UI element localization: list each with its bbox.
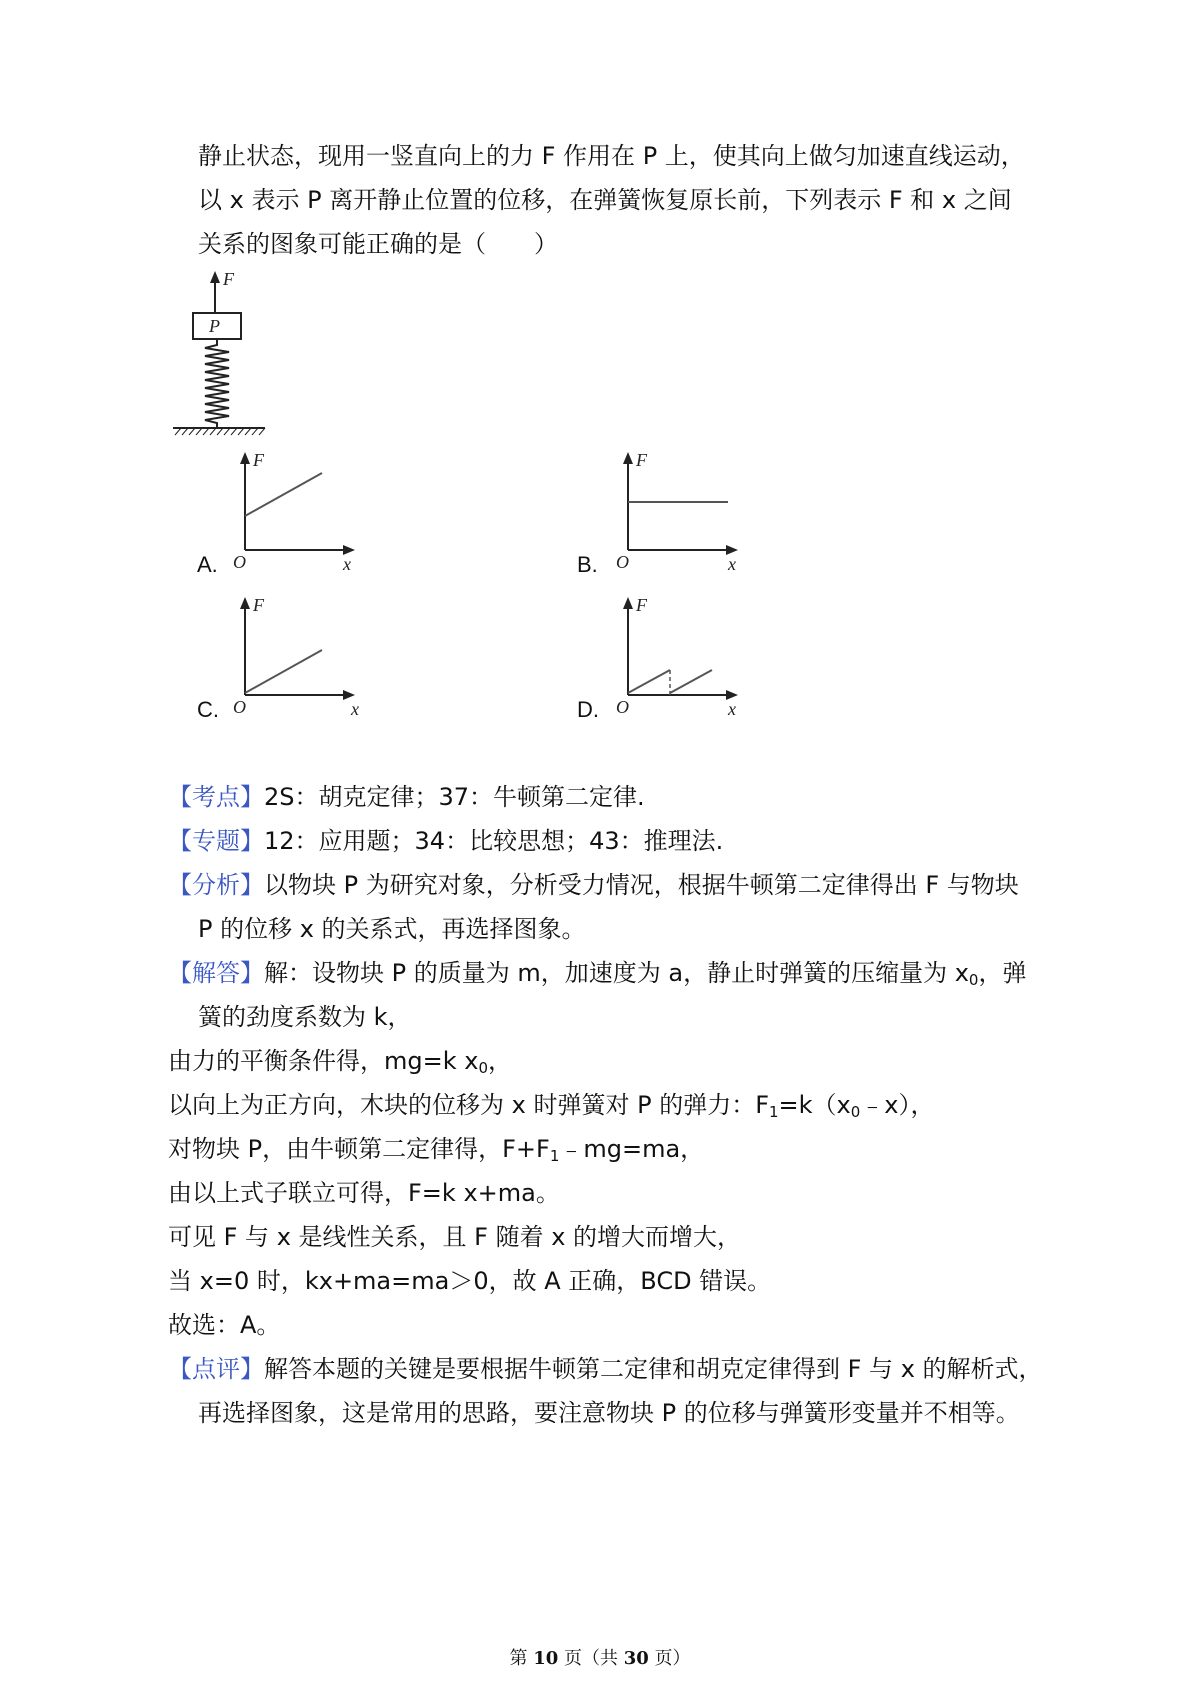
equation-line-6: 当 x=0 时，kx+ma=ma＞0，故 A 正确，BCD 错误。	[168, 1267, 772, 1295]
equation-line-1	[168, 1045, 512, 1077]
graph-segment-1	[628, 670, 670, 693]
graph-line	[245, 650, 322, 693]
kaodian-tag: 【考点】	[168, 783, 264, 811]
option-b-label: B.	[577, 552, 598, 577]
y-axis-arrowhead	[623, 597, 633, 609]
force-label: F	[223, 269, 234, 289]
page-footer	[0, 1644, 1200, 1670]
graph-segment-2	[670, 670, 712, 693]
eq2-tail: ﹣x），	[860, 1091, 935, 1119]
fenxi-line-1	[168, 869, 1019, 901]
origin-label: O	[233, 552, 246, 572]
force-arrowhead	[210, 271, 220, 283]
option-a-label: A.	[197, 552, 218, 577]
question-line-2: 以 x 表示 P 离开静止位置的位移，在弹簧恢复原长前，下列表示 F 和 x 之间	[198, 186, 1012, 214]
spring	[205, 339, 229, 428]
jieda-sub: 0	[968, 971, 979, 989]
fenxi-line-2: P 的位移 x 的关系式，再选择图象。	[198, 915, 586, 943]
jieda-line-1	[168, 957, 1026, 989]
x-axis-label: x	[343, 554, 351, 573]
graph-c	[225, 593, 370, 718]
zhuanti-text: 12：应用题；34：比较思想；43：推理法.	[264, 827, 724, 855]
graph-b	[608, 448, 753, 573]
y-axis-label: F	[253, 450, 264, 470]
equation-line-2	[168, 1089, 935, 1121]
fenxi-tag: 【分析】	[168, 871, 264, 899]
x-axis-label: x	[728, 699, 736, 718]
equation-line-4: 由以上式子联立可得，F=k x+ma。	[168, 1179, 560, 1207]
eq1-text: 由力的平衡条件得，mg=k x	[168, 1047, 479, 1075]
dianping-text-1: 解答本题的关键是要根据牛顿第二定律和胡克定律得到 F 与 x 的解析式，	[264, 1355, 1043, 1383]
jieda-text-1a: 解：设物块 P 的质量为 m，加速度为 a，静止时弹簧的压缩量为 x	[264, 959, 969, 987]
option-c-label: C.	[197, 697, 219, 722]
equation-line-3	[168, 1133, 704, 1165]
y-axis-arrowhead	[623, 452, 633, 464]
eq2-sub-2: 0	[850, 1103, 861, 1121]
eq2-text: 以向上为正方向，木块的位移为 x 时弹簧对 P 的弹力：F	[168, 1091, 769, 1119]
x-axis-label: x	[728, 554, 736, 573]
eq3-sub: 1	[549, 1147, 560, 1165]
graph-line	[245, 473, 322, 516]
question-line-1: 静止状态，现用一竖直向上的力 F 作用在 P 上，使其向上做匀加速直线运动，	[198, 142, 1025, 170]
footer-pre: 第	[509, 1648, 534, 1669]
origin-label: O	[233, 697, 246, 717]
graph-a	[225, 448, 370, 573]
origin-label: O	[616, 552, 629, 572]
answer-line: 故选：A。	[168, 1311, 281, 1339]
footer-page-number: 10	[533, 1648, 559, 1669]
zhuanti-tag: 【专题】	[168, 827, 264, 855]
origin-label: O	[616, 697, 629, 717]
y-axis-label: F	[636, 595, 647, 615]
spring-block-figure	[165, 265, 275, 440]
block-label: P	[209, 316, 220, 336]
equation-line-5: 可见 F 与 x 是线性关系，且 F 随着 x 的增大而增大，	[168, 1223, 742, 1251]
footer-mid: 页（共	[558, 1648, 624, 1669]
jieda-text-1b: ，弹	[978, 959, 1027, 987]
graph-d	[608, 593, 753, 718]
kaodian-text: 2S：胡克定律；37：牛顿第二定律.	[264, 783, 645, 811]
zhuanti-line	[168, 825, 723, 857]
option-d-label: D.	[577, 697, 599, 722]
eq3-text: 对物块 P，由牛顿第二定律得，F+F	[168, 1135, 550, 1163]
footer-post: 页）	[648, 1648, 691, 1669]
y-axis-arrowhead	[240, 452, 250, 464]
eq2-sub-1: 1	[769, 1103, 779, 1121]
jieda-tag: 【解答】	[168, 959, 264, 987]
dianping-tag: 【点评】	[168, 1355, 264, 1383]
kaodian-line	[168, 781, 645, 813]
eq1-sub: 0	[478, 1059, 488, 1077]
dianping-line-2: 再选择图象，这是常用的思路，要注意物块 P 的位移与弹簧形变量并不相等。	[198, 1399, 1020, 1427]
y-axis-label: F	[253, 595, 264, 615]
jieda-line-2: 簧的劲度系数为 k，	[198, 1003, 412, 1031]
ground-hatching	[175, 428, 265, 435]
dianping-line-1	[168, 1353, 1043, 1385]
fenxi-text-1: 以物块 P 为研究对象，分析受力情况，根据牛顿第二定律得出 F 与物块	[264, 871, 1019, 899]
eq1-tail: ，	[488, 1047, 512, 1075]
eq3-tail: ﹣mg=ma，	[559, 1135, 705, 1163]
x-axis-label: x	[351, 699, 359, 718]
footer-total-pages: 30	[623, 1648, 649, 1669]
eq2-mid: =k（x	[778, 1091, 851, 1119]
y-axis-arrowhead	[240, 597, 250, 609]
y-axis-label: F	[636, 450, 647, 470]
question-line-3: 关系的图象可能正确的是（ ）	[198, 230, 558, 258]
